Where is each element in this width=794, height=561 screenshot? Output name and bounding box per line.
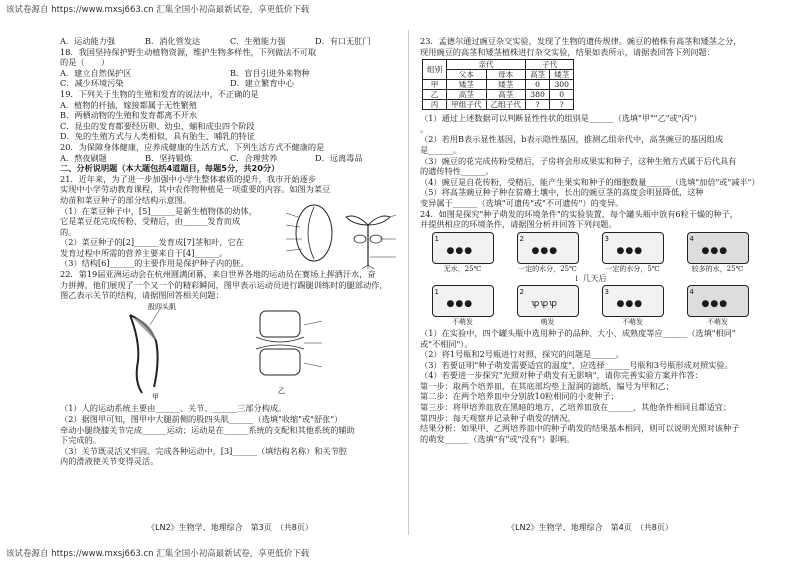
q23-answer: （5）将高茎豌豆种子种在贫瘠土壤中，长出的豌豆茎的高度会明显降低，这种 [420,187,704,198]
q18-option-a: A．建立自然保护区 [60,67,132,78]
q24-answer: 结果分析：如果甲、乙两培养皿中的种子萌发的结果基本相同，则可以说明光照对该种子 [420,423,740,434]
q19-option-b: B．两栖动物的生殖和发育都离不开水 [60,110,198,121]
figure-label-a: 甲 [152,392,159,401]
table-cell: 甲组子代 [447,100,486,110]
q22-text: 力拼搏，他们展现了一个又一个的精彩瞬间，图甲表示运动员进行踢腿训练时的腿部动作， [60,279,388,290]
q17-option-b: B．消化管发达 [145,36,201,46]
jar-result: 萌发 [540,318,555,327]
jar-row-after [420,285,760,328]
genetics-table [422,59,574,110]
jar-number: 4 [689,234,694,243]
table-cell: 0 [525,80,549,90]
q21-block [60,195,400,269]
jar-number: 3 [604,288,609,297]
q24-text: 并提供相应的环境条件，请据图分析并回答下列问题。 [420,219,617,230]
q23-answer: 的遗传特性______。 [420,166,494,177]
q19-option-a: A．植物的扦插，嫁接都属于无性繁殖 [60,99,197,110]
q21-text: 21．近年来，为了进一步加强中小学生整体素质的提升，我市开始逐步 [60,173,317,184]
jar-number: 3 [604,234,609,243]
jar-3-before: 3 ●●● 一定的水分，5℃ [602,232,664,275]
jar-4-before: 4 ●●● 较多的水，25℃ [687,232,749,275]
q19-option-d: D．兔的生殖方式与人类相似，具有胎生、哺乳的特征 [60,131,255,142]
jar-row-before [420,232,760,275]
table-cell: 高茎 [486,90,525,100]
jar-number: 4 [689,288,694,297]
table-cell: ? [550,100,574,110]
q22-text: 图乙表示关节的结构，请据图回答相关问题： [60,290,224,301]
q20-option-d: D．远离毒品 [315,152,363,163]
jar-number: 2 [519,288,524,297]
jar-result: 不萌发 [707,318,728,327]
leg-and-joint-diagram [60,301,400,401]
q23-text: 23．孟德尔通过豌豆杂交实验，发现了生物的遗传规律。豌豆的植株有高茎和矮茎之分， [420,36,742,46]
q24-answer: 或"不相同"）。 [420,338,473,349]
q24-answer: （4）若要进一步探究"光照对种子萌发有无影响"，请你完善实验方案并作答： [420,370,703,381]
table-header-cell: 组别 [423,60,447,80]
table-header-cell: 母本 [486,70,525,80]
q24-answer: （3）若要证明"种子萌发需要适宜的温度"，应选择______号瓶和3号瓶形成对照实验。 [420,359,733,370]
q20-option-c: C．合理营养 [230,152,278,163]
table-cell: 丙 [423,100,447,110]
table-header-cell: 亲代 [447,60,526,70]
page-footer-left: 《LN2》生物学、地理综合 第3页 （共8页） [147,523,313,533]
jar-condition: 一定的水分，5℃ [605,264,660,273]
q22-answer: 牵动小腿绕膝关节完成______运动；运动是在______系统的支配和其他系统的辅助 [60,424,355,435]
q20-text: 20．为保障身体健康，应养成健康的生活方式，下列生活方式不健康的是 [60,141,325,152]
table-cell: 高茎 [447,90,486,100]
q20-option-a: A．熬夜刷题 [60,152,107,163]
jar-number: 2 [519,234,524,243]
q18-options [60,78,400,89]
jar-condition: 较多的水，25℃ [691,264,744,273]
jar-number: 1 [434,288,439,297]
table-row [423,90,574,100]
table-cell: 乙 [423,90,447,100]
q22-text: 22．第19届亚洲运动会在杭州圆满闭幕，来自世界各地的运动员在赛场上挥洒汗水，奋 [60,269,376,280]
jar-number: 1 [434,234,439,243]
table-cell: 380 [525,90,549,100]
page-right [420,36,760,536]
q20-option-b: B．坚持锻炼 [145,152,192,163]
jar-result: 不萌发 [622,318,643,327]
q19-option-c: C．昆虫的发育都要经历卵、幼虫、蛹和成虫四个阶段 [60,120,255,131]
q17-option-a: A．运动能力强 [60,36,116,46]
q24-answer: 第三步：将甲培养皿放在黑暗的地方，乙培养皿放在______，其他条件相同且都适宜； [420,402,732,413]
table-cell: 甲 [423,80,447,90]
q21-text: 实现中小学劳动教育课程，其中农作物种植是一项重要的内容。如图为菜豆 [60,184,331,195]
table-header-row [423,60,574,70]
q18-text: 18．我国坚持保护野生动植物资源，维护生物多样性，下列做法不可取 [60,46,317,57]
page-footer-right: 《LN2》生物学、地理综合 第4页 （共8页） [507,523,673,533]
q19-text: 19．下列关于生物的生殖和发育的说法中，不正确的是 [60,88,259,99]
q24-answer: 第二步：在两个培养皿中分别放10粒相同的小麦种子； [420,391,619,402]
jar-result: 不萌发 [452,318,473,327]
q18-option-b: B．盲目引进外来物种 [230,67,310,78]
table-row [423,80,574,90]
q20-options [60,153,400,164]
q21-questions [60,195,280,269]
q24-answer: 第一步：取两个培养皿，在其底部均垫上湿润的滤纸，编号为甲和乙； [420,380,674,391]
q18-options [60,68,400,79]
table-cell: 矮茎 [447,80,486,90]
table-cell: 矮茎 [486,80,525,90]
q21-text: 它是菜豆花完成传粉、受精后，由______发育而成 [60,216,241,227]
q23-answer: （3）豌豆的花完成传粉受精后，子房将会形成果实和种子，这种生殖方式属于后代具有 [420,155,737,166]
table-header-cell: 矮茎 [550,70,574,80]
watermark-bottom: 该试卷源自 https://www.mxsj663.cn 汇集全国小初高最新试卷，享更低价下载 [6,549,310,559]
table-cell: 乙组子代 [486,100,525,110]
q21-text: 的。 [60,226,77,237]
jar-1-before: 1 ●●● 无水，25℃ [432,232,494,275]
q24-answer: （1）在实验中，四个罐头瓶中选用种子的品种、大小、成熟度等应______（选填"相同" [420,327,736,338]
q21-text: （2）菜豆种子的[2]______发育成[7]茎和叶，它在 [60,237,244,248]
q21-text: （1）在菜豆种子中，[5]______是新生植物体的幼体， [60,205,257,216]
q22-answer: 内的滑液使关节变得灵活。 [60,456,159,467]
watermark-top: 该试卷源自 https://www.mxsj663.cn 汇集全国小初高最新试卷，享更低价下载 [6,5,310,15]
arrow-label: 几天后 [582,274,607,284]
q21-text: （3）结构[6]______的主要作用是保护种子内的胚。 [60,258,249,269]
q22-answer: （3）关节既灵活又牢固。完成各种运动中，[3]______（填结构名称）和关节腔 [60,445,347,456]
section-heading: 二、分析说明题（本大题包括4道题目，每题5分，共20分） [60,163,280,174]
q24-answer: 的萌发______（选填"有"或"没有"）影响。 [420,433,575,444]
table-cell: 300 [550,80,574,90]
q18-option-c: C．减少环境污染 [60,78,124,89]
q23-answer: （2）若用B表示显性基因，b表示隐性基因，推测乙组亲代中，高茎豌豆的基因组成 [420,134,724,145]
jar-1-after: 1 ●●● 不萌发 [432,285,494,328]
jar-condition: 一定的水分，25℃ [518,264,577,273]
q23-answer: 。 [420,123,429,134]
jar-4-after: 4 ●●● 不萌发 [687,285,749,328]
page-left [60,36,400,536]
bean-seed-diagram [280,195,400,269]
q23-answer: 是______。 [420,144,461,155]
figure-label-muscle: 股四头肌 [148,302,176,311]
q21-text: 幼苗和菜豆种子的部分结构示意图。 [60,194,192,205]
table-header-cell: 高茎 [525,70,549,80]
q24-text: 24．如图是探究"种子萌发的环境条件"的实验装置，每个罐头瓶中放有6粒干燥的种子， [420,208,738,219]
q18-text: 的是（ ） [60,57,110,68]
q17-option-d: D．有口无肛门 [315,36,371,46]
q17-option-c: C．生殖能力强 [230,36,286,46]
q24-answer: （2）将1号瓶和2号瓶进行对照，探究的问题是______。 [420,349,624,360]
figure-label-b: 乙 [278,386,285,395]
jar-condition: 无水，25℃ [443,264,482,273]
q22-answer: （2）据图甲可知，图甲中大腿前侧的股四头肌______（选填"收缩"或"舒张"） [60,414,343,425]
jar-3-after: 3 ●●● 不萌发 [602,285,664,328]
table-cell: 0 [550,90,574,100]
jar-2-after: 2 ꝕꝕꝕ 萌发 [517,285,579,328]
q23-text: 现用豌豆的高茎和矮茎植株进行杂交实验，结果如表所示，请据表回答下列问题： [420,46,715,57]
q23-answer: 变异属于______（选填"可遗传"或"不可遗传"）的变异。 [420,197,624,208]
table-header-cell: 子代 [525,60,573,70]
q18-option-d: D．建立繁育中心 [230,78,294,89]
q17-options [60,36,400,47]
q22-answer: （1）人的运动系统主要由______、关节、______三部分构成。 [60,403,287,414]
center-divider [408,30,409,535]
table-header-cell: 父本 [447,70,486,80]
q22-answer: 下完成的。 [60,435,101,446]
q21-text: 发育过程中所需的营养主要来自于[4]______。 [60,247,228,258]
q24-answer: 第四步：每天观察并记录种子萌发的情况。 [420,412,576,423]
q23-answer: （1）通过上述数据可以判断显性性状的组别是______（选填"甲""乙"或"丙"） [420,113,702,124]
jar-2-before: 2 ●●● 一定的水分，25℃ [517,232,579,275]
table-cell: ? [525,100,549,110]
q23-answer: （4）豌豆是自花传粉，受精后，能产生果实和种子的细胞数量______（选填"加倍"或"减半"） [420,176,760,187]
days-later-arrow: ↓ 几天后 [573,274,607,284]
table-row [423,100,574,110]
